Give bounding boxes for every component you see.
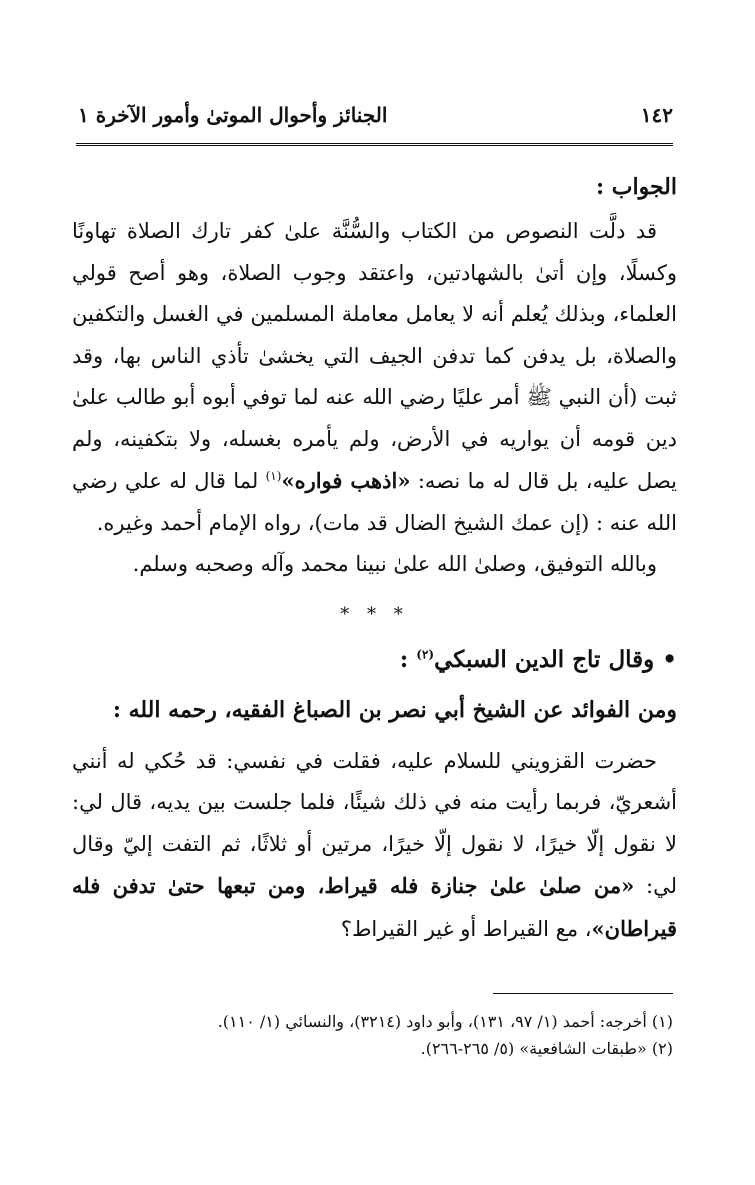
answer-text: قد دلَّت النصوص من الكتاب والسُّنَّة علىٰ كفر تارك الصلاة تهاونًا وكسلًا، وإن أتىٰ بالشهادتين، واعتقد وجوب الصلاة، وهو أصح قولي العلماء، وبذلك يُعلم أنه لا يعامل معاملة المسلمين في الغسل والتكفين والصلاة، بل يدفن كما تدفن الجيف التي يخشىٰ تأذي الناس بها، وقد ثبت (أن النبي ﷺ أمر عليًا رضي الله عنه لما توفي أبوه أبو طالب علىٰ دين قومه أن يواريه في الأرض، ولم يأمره بغسله، ولا بتكفينه، ولم يصل عليه، بل قال له ما نصه: <box>72 219 678 493</box>
answer-text-tail: لما قال له علي رضي الله عنه : (إن عمك الشيخ الضال قد مات)، رواه الإمام أحمد وغيره. <box>72 469 677 535</box>
main-text <box>72 165 677 950</box>
hadith-quote: «اذهب فواره» <box>281 468 411 493</box>
answer-heading: الجواب : <box>596 174 677 200</box>
story-text-tail: ، مع القيراط أو غير القيراط؟ <box>340 916 592 941</box>
story-text: حضرت القزويني للسلام عليه، فقلت في نفسي: قد حُكي له أنني أشعريّ، فربما رأيت منه في ذلك شيئًا، فلما جلست بين يديه، قال لي: لا نقول إلّا خيرًا، لا نقول إلّا خيرًا، مرتين أو ثلاثًا، ثم التفت إليّ وقال لي: <box>72 748 677 898</box>
footnote-2: (٢) «طبقات الشافعية» (٥/ ٢٦٥-٢٦٦). <box>420 1039 673 1058</box>
section-subheading: ومن الفوائد عن الشيخ أبي نصر بن الصباغ الفقيه، رحمه الله : <box>112 696 677 723</box>
page-number: ١٤٢ <box>640 103 673 127</box>
story-paragraph <box>72 741 677 951</box>
section-heading <box>72 635 677 685</box>
section-heading-text: • وقال تاج الدين السبكي <box>434 645 677 673</box>
footnote-ref-2[interactable]: (٢) <box>416 646 435 661</box>
page-header <box>78 100 673 130</box>
section-separator: * * * <box>340 603 409 625</box>
footnote-divider <box>493 993 673 994</box>
footnotes <box>78 1008 673 1062</box>
running-title: الجنائز وأحوال الموتىٰ وأمور الآخرة ١ <box>78 103 388 127</box>
hadith-text: «من صلىٰ علىٰ جنازة فله قيراط، ومن تبعها حتىٰ تدفن فله قيراطان» <box>72 873 677 941</box>
footnote-ref-1[interactable]: (١) <box>265 469 282 483</box>
closing-paragraph: وبالله التوفيق، وصلىٰ الله علىٰ نبينا محمد وآله وصحبه وسلم. <box>132 552 657 576</box>
footnote-1: (١) أخرجه: أحمد (١/ ٩٧، ١٣١)، وأبو داود (٣٢١٤)، والنسائي (١/ ١١٠). <box>217 1012 673 1031</box>
header-divider <box>76 143 673 149</box>
answer-paragraph <box>72 211 677 544</box>
section-heading-colon: : <box>399 645 409 673</box>
